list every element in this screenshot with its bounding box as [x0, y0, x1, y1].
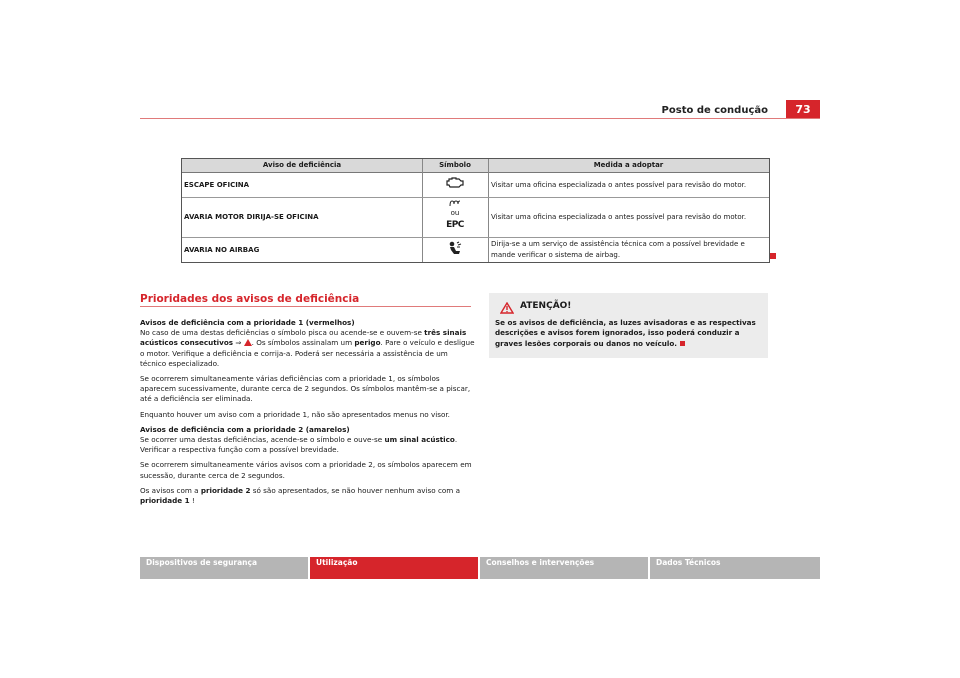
section-title: Prioridades dos avisos de deficiência: [140, 293, 360, 305]
paragraph: Se ocorrerem simultaneamente vários avisos com a prioridade 2, os símbolos aparecem em sucessão, durante cerca de 2 segundos.: [140, 460, 472, 480]
paragraph: [140, 486, 476, 506]
end-mark: [680, 341, 685, 346]
section-rule: [140, 306, 471, 307]
bold-text: um sinal acústico: [384, 435, 455, 445]
preheat-coil-icon: [440, 200, 470, 209]
table-row-warning: ESCAPE OFICINA: [184, 181, 250, 189]
footer-tab-advice[interactable]: Conselhos e intervenções: [480, 557, 648, 579]
warning-triangle-icon: [500, 299, 514, 318]
column-divider: [422, 159, 423, 262]
table-row-action: Dirija-se a um serviço de assistência técnica com a possível brevidade e: [491, 240, 745, 248]
subheading-priority-1: Avisos de deficiência com a prioridade 1 (vermelhos): [140, 318, 355, 327]
page-number: 73: [786, 100, 820, 119]
paragraph: [140, 328, 476, 369]
engine-warning-icon: [437, 177, 473, 191]
text-run: só são apresentados, se não houver nenhum aviso com a: [250, 485, 460, 495]
running-header-title: Posto de condução: [661, 105, 768, 116]
bold-text: prioridade 1: [140, 496, 190, 506]
footer-tab-safety[interactable]: Dispositivos de segurança: [140, 557, 308, 579]
table-header-warning: Aviso de deficiência: [262, 161, 342, 169]
warning-title: ATENÇÃO!: [520, 301, 572, 311]
text-run: No caso de uma destas deficiências o símbolo pisca ou acende-se e ouvem-se: [140, 328, 425, 338]
epc-symbol: EPC: [446, 220, 464, 230]
table-row-action: Visitar uma oficina especializada o antes possível para revisão do motor.: [491, 213, 747, 221]
table-row-warning: AVARIA NO AIRBAG: [184, 246, 260, 254]
column-divider: [488, 159, 489, 262]
table-header-row: [182, 159, 769, 173]
subheading-priority-2: Avisos de deficiência com a prioridade 2 (amarelos): [140, 424, 350, 434]
text-run: . Os símbolos assinalam um: [251, 338, 355, 348]
table-header-action: Medida a adoptar: [593, 161, 664, 169]
warning-text-content: Se os avisos de deficiência, as luzes avisadoras e as respectivas descrições e avisos forem ignorados, isso poderá conduzir a graves lesões corporais ou danos no veículo.: [495, 318, 756, 348]
bold-text: prioridade 2: [200, 485, 251, 495]
text-run: Os avisos com a: [140, 485, 201, 495]
text-run: Se ocorrer uma destas deficiências, acende-se o símbolo e ouve-se: [140, 435, 385, 445]
footer-tab-technical-data[interactable]: Dados Técnicos: [650, 557, 820, 579]
text-run: . Verificar a respectiva função com a possível brevidade.: [140, 435, 458, 455]
warnings-table: [181, 158, 770, 263]
row-divider: [182, 237, 769, 238]
warning-text: [495, 318, 765, 349]
paragraph: [140, 435, 476, 455]
text-run: !: [189, 496, 195, 506]
table-header-symbol: Símbolo: [439, 161, 471, 169]
paragraph: Enquanto houver um aviso com a prioridade 1, não são apresentados menus no visor.: [140, 409, 450, 419]
section-end-mark: [770, 253, 776, 259]
airbag-icon: [440, 241, 470, 258]
section-body: [140, 318, 476, 511]
text-run: . Pare o veículo e desligue o motor. Verifique a deficiência e corrija-a. Poderá ser necessária a assistência de um técnico especializado.: [140, 338, 475, 368]
table-row-warning: AVARIA MOTOR DIRIJA-SE OFICINA: [184, 213, 319, 221]
row-divider: [182, 197, 769, 198]
table-row-action: mande verificar o sistema de airbag.: [491, 251, 621, 259]
warning-triangle-icon[interactable]: [244, 339, 252, 346]
bold-text: três sinais acústicos consecutivos: [140, 328, 467, 348]
footer-tab-usage[interactable]: Utilização: [310, 557, 478, 579]
or-label: ou: [450, 209, 460, 217]
table-row-action: Visitar uma oficina especializada o antes possível para revisão do motor.: [491, 181, 747, 189]
bold-text: perigo: [354, 338, 381, 348]
text-run: ⇒: [233, 338, 244, 348]
header-rule: [140, 118, 820, 119]
paragraph: Se ocorrerem simultaneamente várias deficiências com a prioridade 1, os símbolos aparecem sucessivamente, durante cerca de 2 segundos. Os símbolos mantêm-se a piscar, até a deficiência ser eliminada.: [140, 374, 471, 404]
